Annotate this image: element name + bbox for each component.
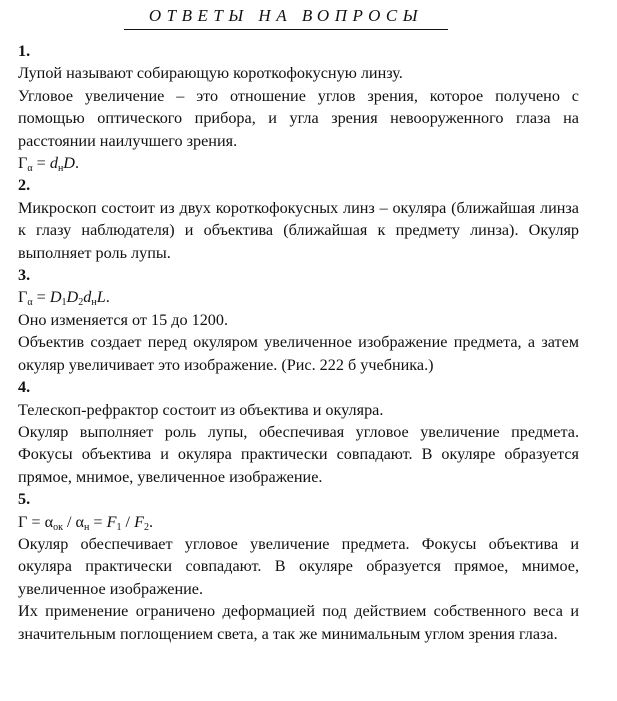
answer-5-paragraph-2: Их применение ограничено деформацией под действием собственного веса и значительным поглощением света, а так же минимальным углом зрения глаза.	[18, 602, 579, 643]
answer-4-paragraph-2: Окуляр выполняет роль лупы, обеспечивая угловое увеличение предмета. Фокусы объектива и окуляра практически совпадают. В окуляре образуется прямое, мнимое, увеличенное изображение.	[18, 422, 579, 486]
answer-1-paragraph-1: Лупой называют собирающую короткофокусную линзу.	[18, 64, 403, 83]
answer-2-paragraph-1: Микроскоп состоит из двух короткофокусных линз – окуляра (ближайшая линза к глазу наблюдателя) и объектива (ближайшая к предмету линза). Окуляр выполняет роль лупы.	[18, 198, 579, 262]
answer-1-formula: $Г_\alpha = d_нD$.	[18, 154, 80, 175]
title-underline	[124, 29, 448, 30]
page-title: ОТВЕТЫ НА ВОПРОСЫ	[148, 6, 424, 25]
answers-body	[18, 40, 579, 645]
answer-number-1: 1.	[18, 42, 31, 60]
answer-4-paragraph-1: Телескоп-рефрактор состоит из объектива и окуляра.	[18, 400, 384, 419]
answer-5-formula: $Г = \alpha_{ок} / \alpha_н = F_1 / F_2$.	[18, 512, 154, 533]
answer-number-4: 4.	[18, 378, 31, 397]
answer-1-paragraph-2: Угловое увеличение – это отношение углов зрения, которое получено с помощью оптического прибора, и угла зрения невооруженного глаза на расстоянии наилучшего зрения.	[18, 86, 579, 150]
answer-5-paragraph-1: Окуляр обеспечивает угловое увеличение предмета. Фокусы объектива и окуляра практически совпадают. В окуляре образуется прямое, мнимое, увеличенное изображение.	[18, 534, 579, 598]
answer-number-5: 5.	[18, 490, 31, 509]
answer-number-2: 2.	[18, 176, 31, 195]
answer-3-paragraph-2: Объектив создает перед окуляром увеличенное изображение предмета, а затем окуляр увеличивает это изображение. (Рис. 222 б учебника.)	[18, 333, 579, 374]
answer-3-paragraph-1: Оно изменяется от 15 до 1200.	[18, 310, 229, 329]
answer-3-formula: $Г_\alpha = D_1D_2d_нL$.	[18, 288, 110, 309]
answer-number-3: 3.	[18, 266, 31, 285]
